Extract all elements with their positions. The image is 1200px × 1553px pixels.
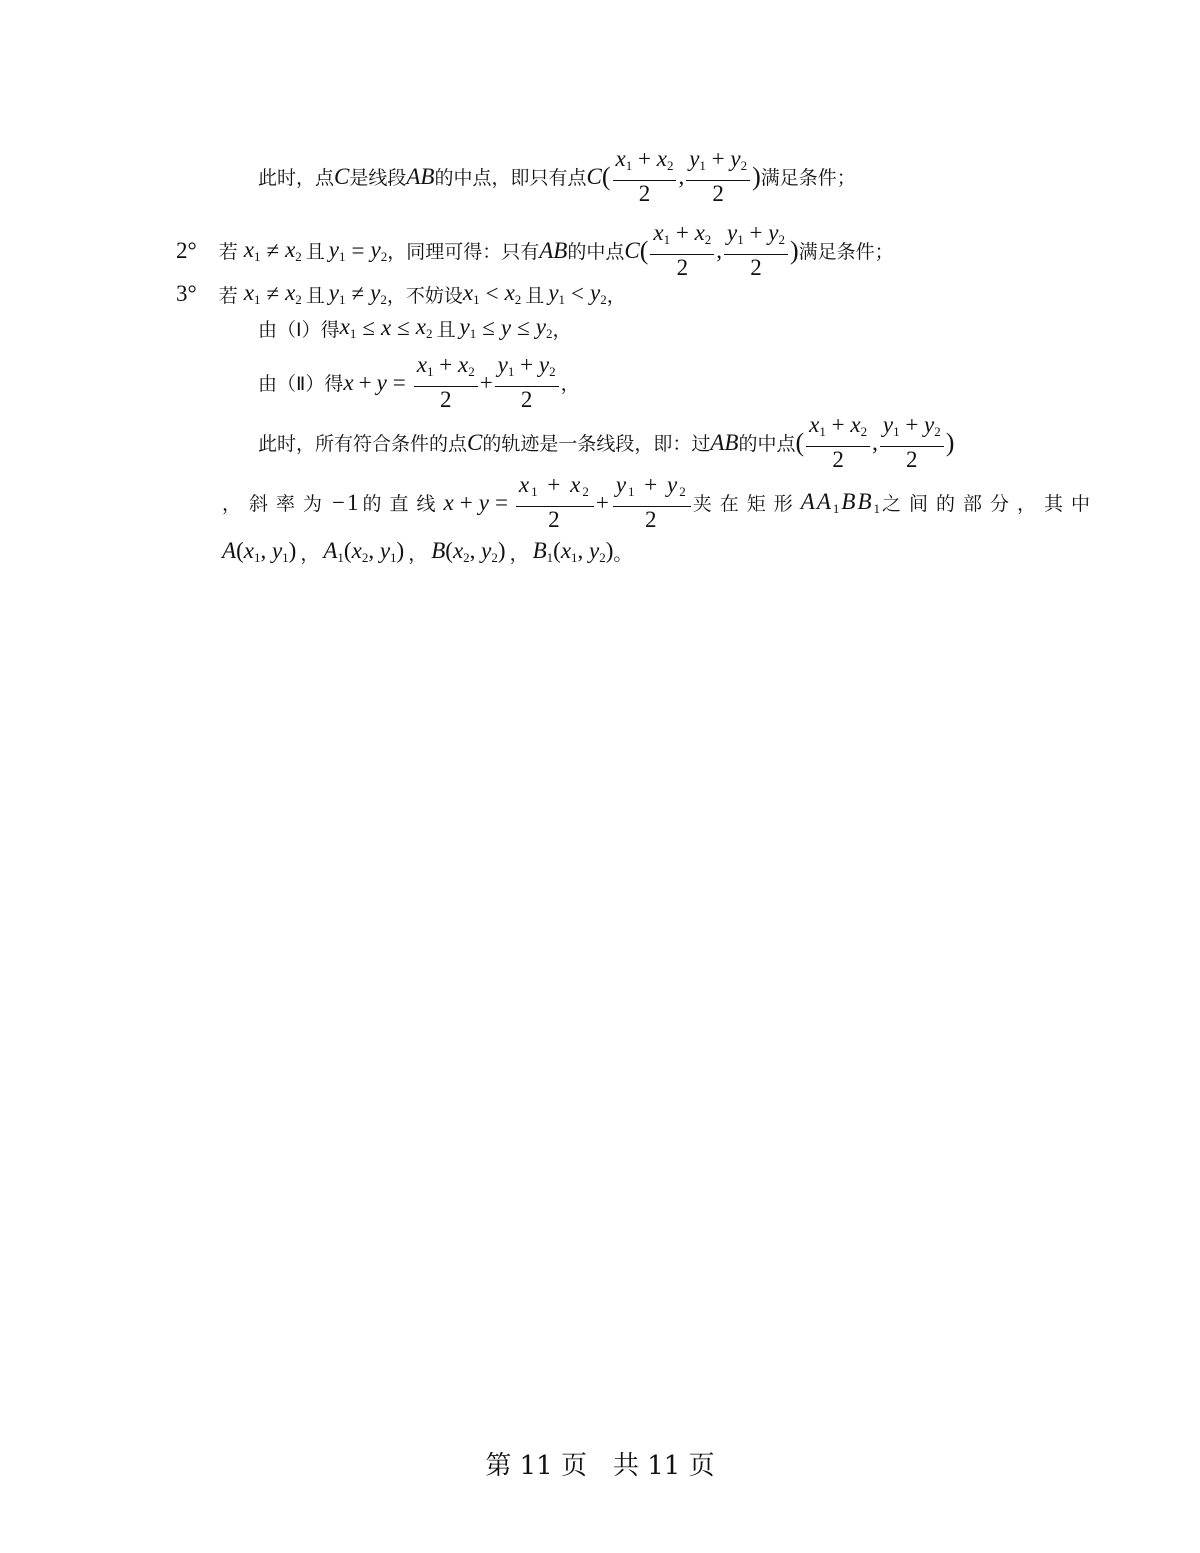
point-c-symbol: C [586, 163, 602, 189]
comma: , [716, 237, 723, 263]
text: 满足条件； [798, 241, 894, 263]
separator: ， [300, 542, 320, 565]
segment-ab: AB [539, 237, 568, 263]
math-x2: $x_2$ [285, 236, 302, 264]
math-y2: $y_2$ [370, 280, 387, 307]
plus: + [595, 489, 611, 515]
neg-one: −1 [332, 489, 361, 515]
neq: ≠ [351, 281, 365, 306]
fraction-y: $\frac{y_1 + y_2}{2}$ [724, 220, 788, 281]
case-label-3: 3° [176, 281, 197, 306]
math-y2: $y_2$ [370, 236, 388, 264]
eq: = [392, 369, 406, 395]
text: 的中点 [567, 241, 625, 263]
math-x1: $x_1$ [243, 236, 261, 264]
text: ， [552, 318, 572, 341]
le: ≤ [397, 315, 410, 340]
separator: ， [408, 542, 428, 565]
le: ≤ [517, 315, 530, 340]
fraction-x: $\frac{x_1 + x_2}{2}$ [650, 220, 714, 281]
point-a1: $A_1(x_2$, $y_1$) [323, 538, 405, 565]
line-6 [258, 412, 954, 473]
page-footer: 第 11 页 共 11 页 [485, 1451, 715, 1481]
math-y2: $y_2$ [535, 314, 553, 341]
text: 夹在矩形 [692, 493, 801, 515]
point-b1: $B_1(x_1$, $y_2$) [532, 538, 614, 565]
neq: ≠ [266, 281, 280, 306]
text: 的中点，即只有点 [434, 167, 587, 189]
text: 若 [218, 284, 238, 307]
text: ， [606, 284, 626, 307]
fraction-x: $\frac{x_1 + x_2}{2}$ [516, 472, 594, 533]
fraction-x: $\frac{x_1 + x_2}{2}$ [613, 146, 677, 207]
eq: = [351, 237, 365, 263]
right-paren: ) [789, 235, 799, 265]
point-c: C [334, 163, 350, 189]
lt: < [571, 281, 585, 306]
segment-ab: AB [710, 429, 739, 455]
text: 由（Ⅱ）得 [258, 373, 344, 395]
text: 且 [305, 241, 325, 263]
le: ≤ [482, 315, 495, 340]
plus: + [459, 489, 475, 515]
fraction-y: $\frac{y_1 + y_2}{2}$ [880, 412, 944, 473]
separator: ， [509, 542, 529, 565]
math-x2: $x_2$ [504, 280, 522, 307]
point-a: $A(x_1$, $y_1$) [222, 538, 297, 565]
text: 之间的部分，其中 [882, 493, 1099, 515]
math-y1: $y_1$ [459, 314, 477, 341]
math-y: y [500, 315, 512, 340]
point-b: $B(x_2$, $y_2$) [431, 538, 506, 565]
math-y1: $y_1$ [328, 236, 346, 264]
plus: + [479, 369, 493, 395]
text: 若 [218, 241, 238, 263]
math-x2: $x_2$ [285, 280, 302, 307]
period: 。 [613, 542, 633, 565]
text: 的中点 [738, 433, 796, 455]
left-paren: ( [795, 427, 805, 457]
le: ≤ [362, 315, 375, 340]
segment-ab: AB [406, 163, 435, 189]
comma: , [678, 163, 685, 189]
text: 此时，点 [258, 167, 335, 189]
fraction-x: $\frac{x_1 + x_2}{2}$ [414, 352, 478, 413]
math-x: x [343, 369, 354, 395]
plus: + [358, 369, 372, 395]
line-8 [222, 538, 632, 566]
fraction-y: $\frac{y_1 + y_2}{2}$ [495, 352, 559, 413]
line-2 [176, 220, 894, 281]
line-4 [258, 314, 571, 342]
lt: < [485, 281, 499, 306]
case-label-2: 2° [176, 237, 197, 263]
right-paren: ) [752, 161, 761, 191]
math-y1: $y_1$ [548, 280, 566, 307]
math-x1: $x_1$ [339, 314, 357, 341]
line-7 [222, 472, 1098, 533]
fraction-y: $\frac{y_1 + y_2}{2}$ [613, 472, 691, 533]
fraction-x: $\frac{x_1 + x_2}{2}$ [806, 412, 870, 473]
text: 的直线 [362, 493, 444, 515]
text: 且 [436, 318, 456, 341]
right-paren: ) [945, 427, 955, 457]
left-paren: ( [601, 161, 611, 191]
text: 的轨迹是一条线段，即：过 [482, 433, 711, 455]
math-x2: $x_2$ [415, 314, 433, 341]
left-paren: ( [639, 235, 649, 265]
line-5 [258, 352, 580, 413]
math-x1: $x_1$ [243, 280, 261, 307]
text: 满足条件； [760, 167, 856, 189]
math-y: y [376, 369, 387, 395]
math-y1: $y_1$ [328, 280, 346, 307]
fraction-y: $\frac{y_1 + y_2}{2}$ [686, 146, 750, 207]
math-y: y [478, 489, 491, 515]
text: 且 [525, 284, 545, 307]
point-c-symbol: C [624, 237, 640, 263]
math-x: x [443, 489, 456, 515]
text: 由（Ⅰ）得 [258, 318, 340, 341]
text: ，不妨设 [386, 284, 463, 307]
text: 且 [305, 284, 325, 307]
rectangle-label: $AA_1BB_1$ [800, 488, 883, 516]
text: 此时，所有符合条件的点 [258, 433, 468, 455]
text: ， [560, 373, 580, 395]
text: ，同理可得：只有 [387, 241, 540, 263]
point-c: C [467, 429, 483, 455]
line-1 [258, 146, 856, 207]
text: 是线段 [349, 167, 407, 189]
line-3 [176, 280, 626, 308]
math-y2: $y_2$ [590, 280, 607, 307]
text: ，斜率为 [222, 493, 331, 515]
comma: , [872, 429, 878, 455]
math-x1: $x_1$ [462, 280, 480, 307]
eq: = [494, 489, 510, 515]
math-x: x [380, 315, 392, 340]
neq: ≠ [266, 237, 280, 263]
